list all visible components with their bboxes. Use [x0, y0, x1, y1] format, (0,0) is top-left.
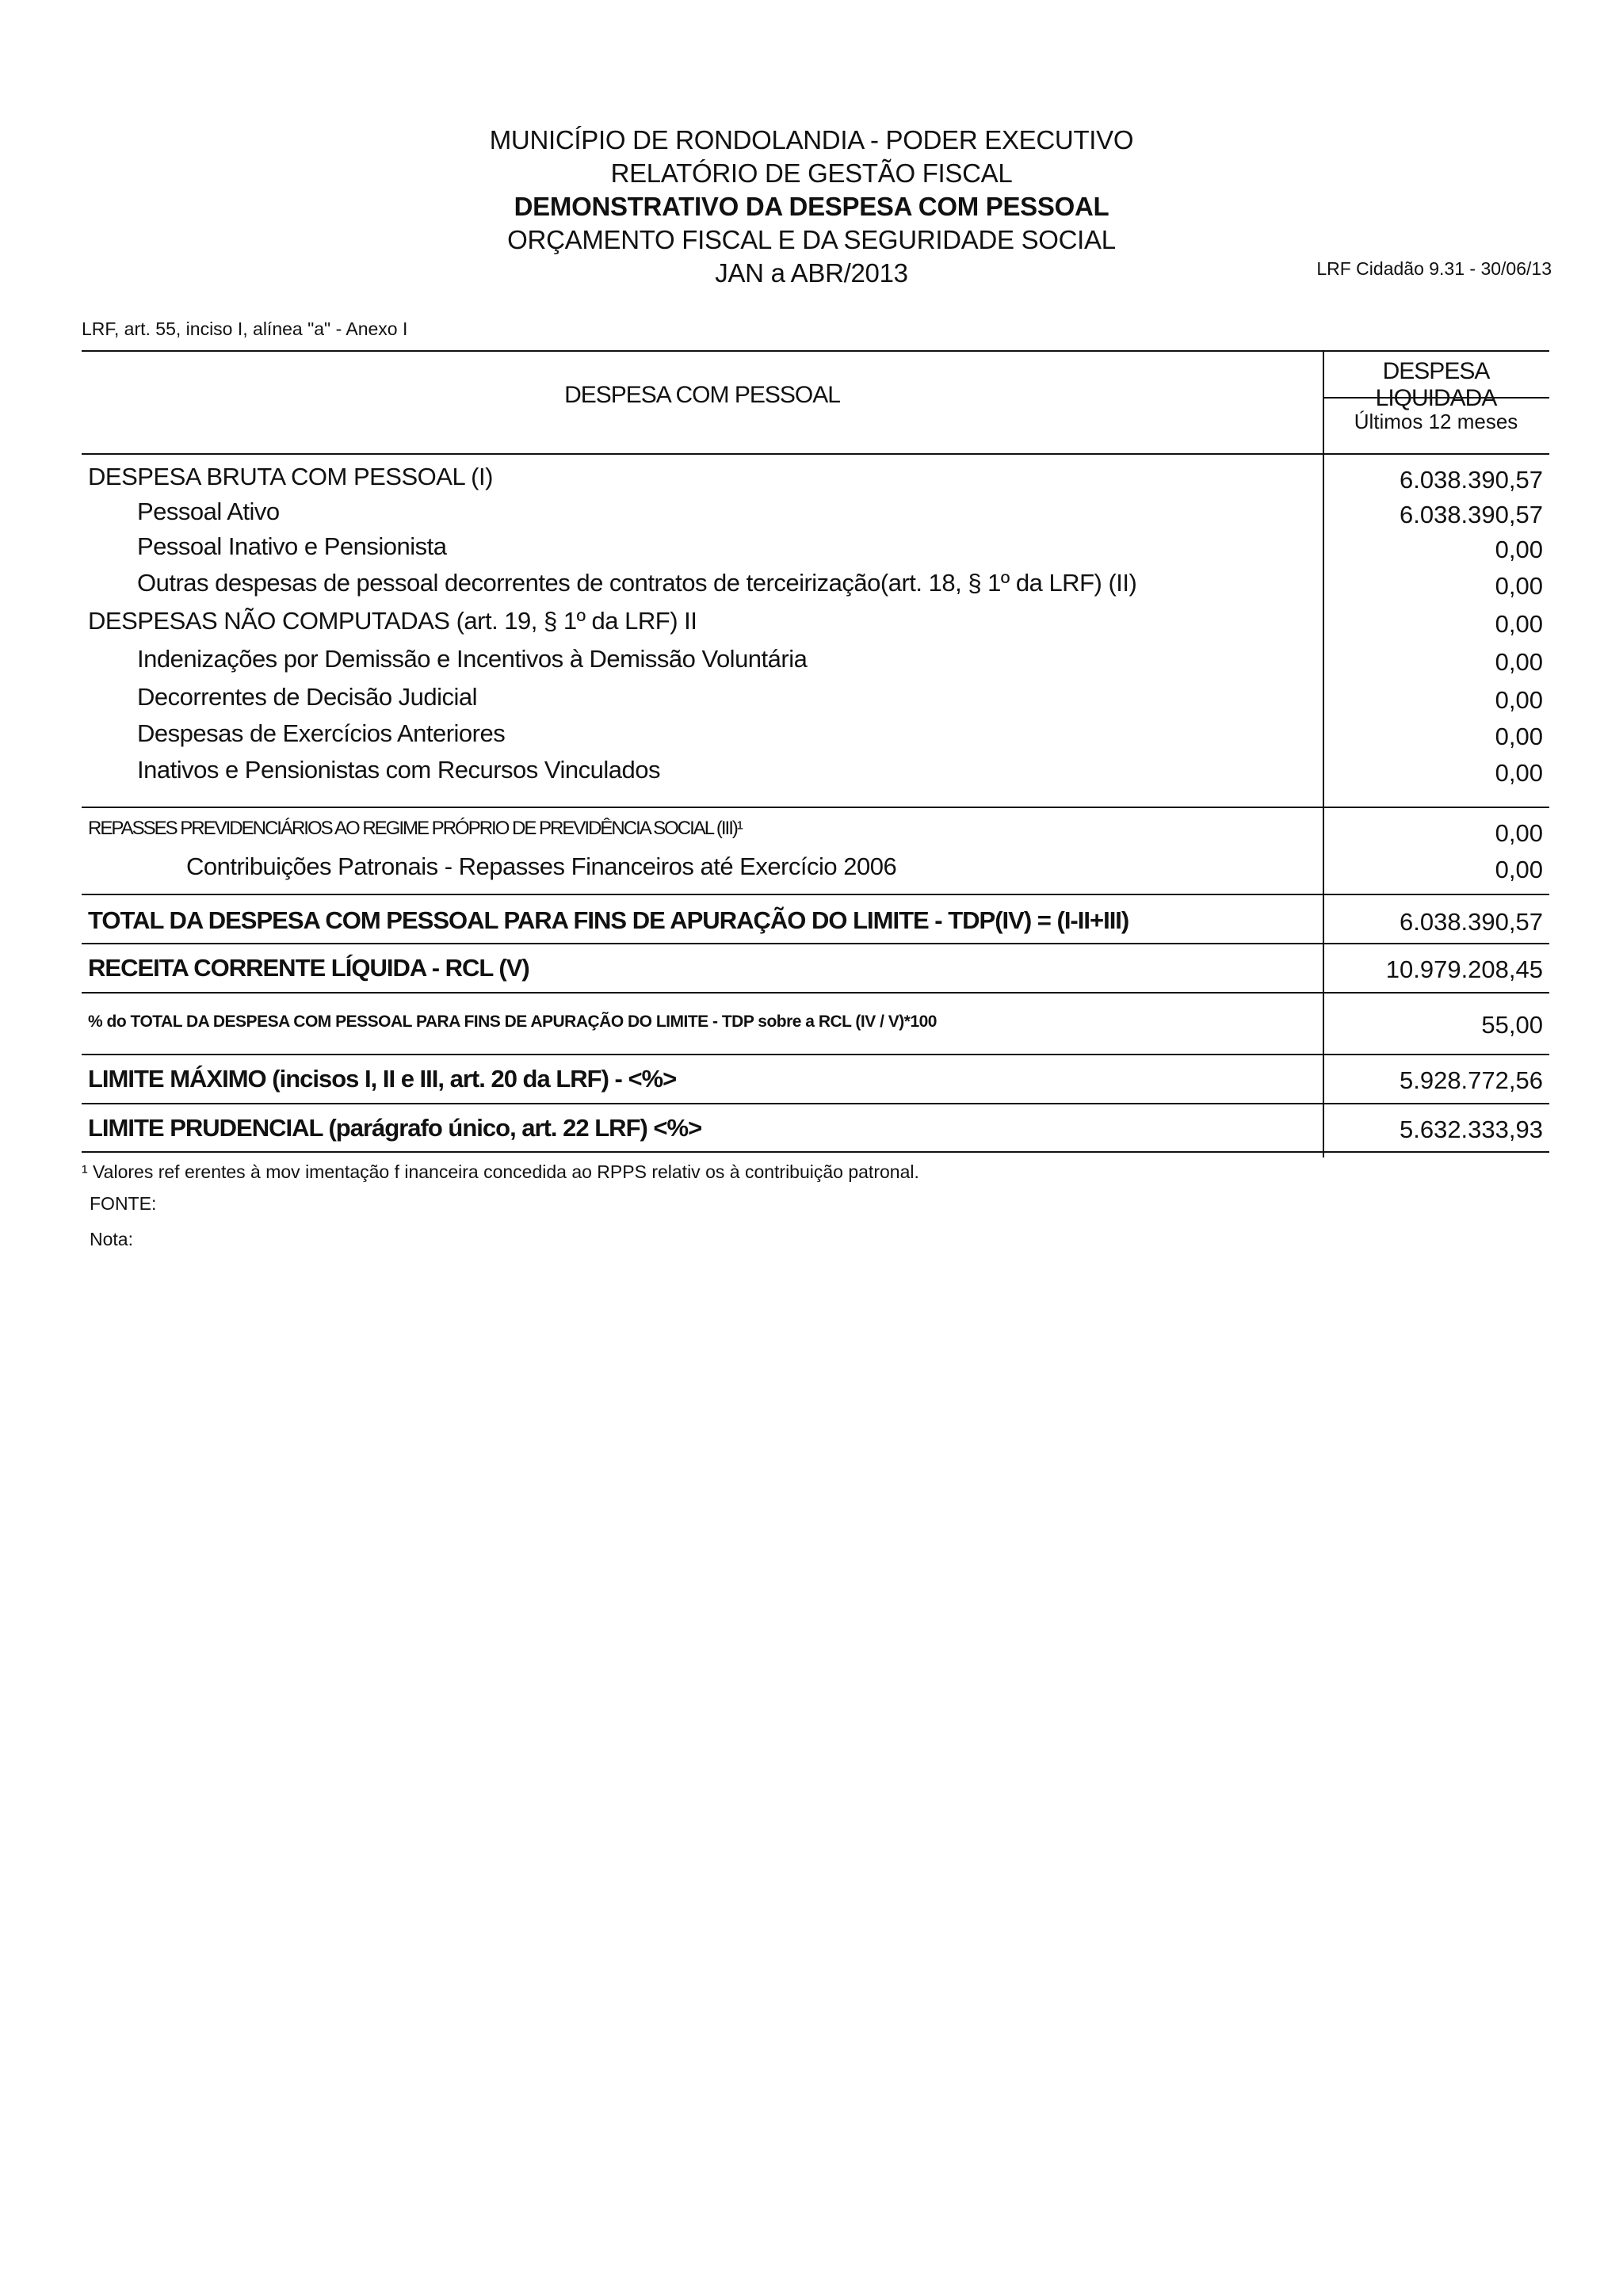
- section-rule-2: [82, 894, 1549, 895]
- row-retired-staff-value: 0,00: [1495, 536, 1543, 563]
- row-percentage-label: % do TOTAL DA DESPESA COM PESSOAL PARA FINS DE APURAÇÃO DO LIMITE - TDP sobre a RCL (IV / V)*100: [88, 1013, 937, 1031]
- row-employer-contributions-label: Contribuições Patronais - Repasses Financeiros até Exercício 2006: [186, 852, 897, 880]
- row-max-limit-value: 5.928.772,56: [1399, 1066, 1543, 1094]
- footnote-1: ¹ Valores ref erentes à mov imentação f inanceira concedida ao RPPS relativ os à contribuição patronal.: [82, 1161, 919, 1182]
- row-outsourcing-value: 0,00: [1495, 572, 1543, 600]
- row-gross-expense-value: 6.038.390,57: [1399, 466, 1543, 494]
- row-not-computed-label: DESPESAS NÃO COMPUTADAS (art. 19, § 1º da LRF) II: [88, 607, 697, 635]
- note-label: Nota:: [90, 1229, 133, 1249]
- budget-scope: ORÇAMENTO FISCAL E DA SEGURIDADE SOCIAL: [507, 225, 1116, 254]
- row-employer-contributions-value: 0,00: [1495, 856, 1543, 883]
- section-rule-4: [82, 992, 1549, 994]
- row-outsourcing-label: Outras despesas de pessoal decorrentes de contratos de terceirização(art. 18, § 1º da LRF) (II): [137, 569, 1137, 597]
- section-rule-6: [82, 1103, 1549, 1104]
- column-header-expense: DESPESA COM PESSOAL: [564, 382, 840, 408]
- row-indemnities-value: 0,00: [1495, 648, 1543, 676]
- row-net-revenue-label: RECEITA CORRENTE LÍQUIDA - RCL (V): [88, 954, 529, 982]
- row-gross-expense-label: DESPESA BRUTA COM PESSOAL (I): [88, 463, 493, 490]
- row-percentage-value: 55,00: [1481, 1011, 1543, 1039]
- row-max-limit-label: LIMITE MÁXIMO (incisos I, II e III, art. 20 da LRF) - <%>: [88, 1065, 677, 1093]
- row-not-computed-value: 0,00: [1495, 610, 1543, 638]
- row-linked-resources-label: Inativos e Pensionistas com Recursos Vinculados: [137, 756, 660, 784]
- row-active-staff-label: Pessoal Ativo: [137, 498, 280, 525]
- row-judicial-label: Decorrentes de Decisão Judicial: [137, 683, 478, 711]
- row-prior-years-value: 0,00: [1495, 723, 1543, 750]
- row-retired-staff-label: Pessoal Inativo e Pensionista: [137, 532, 447, 560]
- row-active-staff-value: 6.038.390,57: [1399, 501, 1543, 528]
- row-linked-resources-value: 0,00: [1495, 759, 1543, 787]
- table-bottom-rule: [82, 1151, 1549, 1153]
- source-label: FONTE:: [90, 1193, 157, 1214]
- row-total-expense-label: TOTAL DA DESPESA COM PESSOAL PARA FINS DE APURAÇÃO DO LIMITE - TDP(IV) = (I-II+III): [88, 906, 1129, 934]
- row-prudential-limit-label: LIMITE PRUDENCIAL (parágrafo único, art. 22 LRF) <%>: [88, 1114, 702, 1142]
- row-total-expense-value: 6.038.390,57: [1399, 908, 1543, 936]
- section-rule-3: [82, 943, 1549, 944]
- column-header-liquidated: DESPESA LIQUIDADA: [1375, 358, 1497, 411]
- period: JAN a ABR/2013: [715, 258, 908, 288]
- statement-title: DEMONSTRATIVO DA DESPESA COM PESSOAL: [514, 192, 1109, 221]
- row-net-revenue-value: 10.979.208,45: [1385, 955, 1543, 983]
- row-prudential-limit-value: 5.632.333,93: [1399, 1116, 1543, 1143]
- section-rule-5: [82, 1054, 1549, 1055]
- row-prior-years-label: Despesas de Exercícios Anteriores: [137, 719, 506, 747]
- legal-reference: LRF, art. 55, inciso I, alínea "a" - Anexo I: [82, 318, 408, 339]
- table-top-rule: [82, 350, 1549, 352]
- row-pension-transfers-label: REPASSES PREVIDENCIÁRIOS AO REGIME PRÓPRIO DE PREVIDÊNCIA SOCIAL (III)¹: [88, 818, 742, 839]
- software-version: LRF Cidadão 9.31 - 30/06/13: [1316, 258, 1552, 279]
- column-subheader-period: Últimos 12 meses: [1354, 410, 1518, 433]
- report-type: RELATÓRIO DE GESTÃO FISCAL: [610, 158, 1013, 188]
- row-pension-transfers-value: 0,00: [1495, 819, 1543, 847]
- row-indemnities-label: Indenizações por Demissão e Incentivos à Demissão Voluntária: [137, 645, 808, 673]
- section-rule-1: [82, 807, 1549, 808]
- column-header-rule: [1323, 397, 1549, 399]
- row-judicial-value: 0,00: [1495, 686, 1543, 714]
- municipality-title: MUNICÍPIO DE RONDOLANDIA - PODER EXECUTIVO: [489, 125, 1134, 154]
- header-bottom-rule: [82, 453, 1549, 455]
